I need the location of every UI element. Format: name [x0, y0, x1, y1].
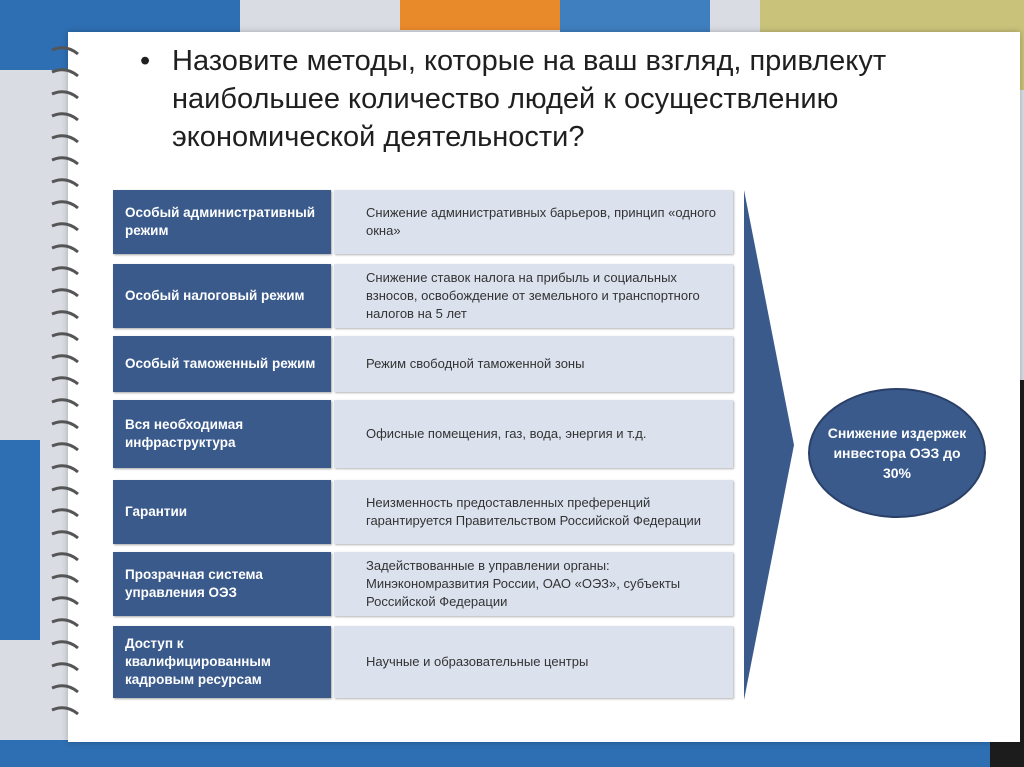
method-row-administrative — [113, 190, 733, 254]
method-row-tax — [113, 264, 733, 328]
method-label: Прозрачная система управления ОЭЗ — [113, 552, 331, 616]
method-row-management — [113, 552, 733, 616]
method-row-personnel — [113, 626, 733, 698]
method-description: Режим свободной таможенной зоны — [334, 336, 733, 392]
method-description: Снижение ставок налога на прибыль и социальных взносов, освобождение от земельного и транспортного налогов на 5 лет — [334, 264, 733, 328]
methods-list — [113, 190, 733, 700]
method-label: Гарантии — [113, 480, 331, 544]
result-text: Снижение издержек инвестора ОЭЗ до 30% — [827, 425, 967, 481]
method-label: Особый административный режим — [113, 190, 331, 254]
question-text: Назовите методы, которые на ваш взгляд, привлекут наибольшее количество людей к осуществлению экономической деятельности? — [172, 45, 887, 153]
method-description: Офисные помещения, газ, вода, энергия и т.д. — [334, 400, 733, 468]
result-ellipse — [808, 388, 986, 518]
method-description: Научные и образовательные центры — [334, 626, 733, 698]
method-row-guarantees — [113, 480, 733, 544]
bullet-marker: • — [140, 45, 151, 77]
method-label: Особый налоговый режим — [113, 264, 331, 328]
method-label: Доступ к квалифицированным кадровым ресурсам — [113, 626, 331, 698]
method-label: Вся необходимая инфраструктура — [113, 400, 331, 468]
background-left-blue — [0, 440, 40, 640]
spiral-binding — [44, 40, 84, 730]
method-description: Снижение административных барьеров, принцип «одного окна» — [334, 190, 733, 254]
method-description: Задействованные в управлении органы: Минэкономразвития России, ОАО «ОЭЗ», субъекты Российской Федерации — [334, 552, 733, 616]
method-row-infrastructure — [113, 400, 733, 468]
method-label: Особый таможенный режим — [113, 336, 331, 392]
background-bottom-blue — [0, 740, 1024, 767]
method-description: Неизменность предоставленных преференций гарантируется Правительством Российской Федерации — [334, 480, 733, 544]
background-orange-shape — [400, 0, 560, 30]
background-blue-strip — [560, 0, 710, 32]
arrow-shape — [744, 190, 804, 700]
method-row-customs — [113, 336, 733, 392]
